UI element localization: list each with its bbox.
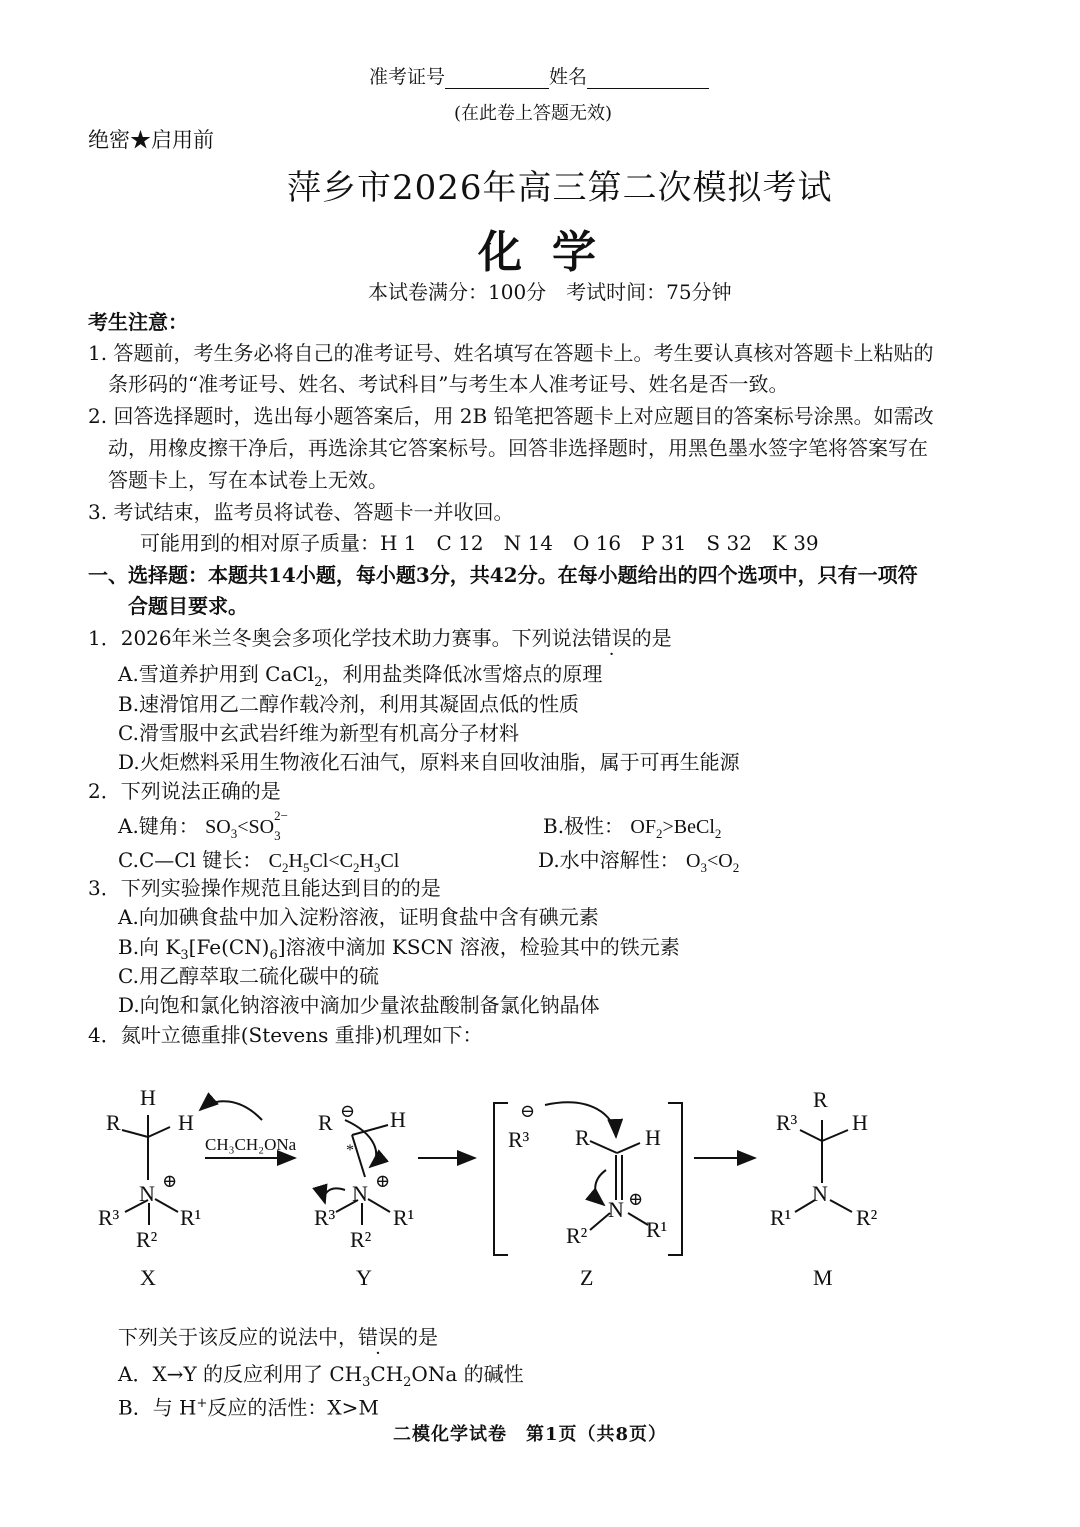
y-r1: R¹: [393, 1205, 415, 1230]
q2-a-label: A.键角：: [118, 814, 199, 838]
z-plus: ⊕: [628, 1189, 644, 1209]
m-r: R: [813, 1087, 828, 1112]
z-r2: R²: [566, 1223, 588, 1248]
x-plus: ⊕: [162, 1171, 178, 1191]
q4-a-mid: CH: [370, 1362, 404, 1386]
y-star: *: [346, 1142, 354, 1159]
m-n: N: [812, 1181, 828, 1206]
q3-b-rest: ]溶液中滴加 KSCN 溶液，检验其中的铁元素: [277, 935, 680, 959]
stevens-rearrangement-scheme: [0, 1075, 1080, 1295]
page-footer: 二模化学试卷 第1页（共8页）: [393, 1424, 668, 1445]
q3-stem: 3．下列实验操作规范且能达到目的的是: [88, 876, 441, 900]
x-n: N: [139, 1181, 155, 1206]
q1-stem: [88, 624, 672, 653]
section-heading-2: 合题目要求。: [128, 594, 248, 618]
instruction-2c: 答题卡上，写在本试卷上无效。: [108, 468, 388, 492]
secret-mark: 绝密★启用前: [88, 128, 214, 152]
x-r3: R³: [98, 1205, 120, 1230]
q2-option-d: [538, 846, 739, 882]
instruction-2b: 动，用橡皮擦干净后，再选涂其它答案标号。回答非选择题时，用黑色墨水签字笔将答案写在: [108, 436, 928, 460]
ticket-label: 准考证号: [369, 66, 446, 88]
q4-b-sup: +: [196, 1396, 208, 1411]
z-h: H: [645, 1125, 661, 1150]
q1-option-c: C.滑雪服中玄武岩纤维为新型有机高分子材料: [118, 721, 519, 745]
m-r2: R²: [856, 1205, 878, 1230]
label-y: Y: [356, 1265, 372, 1290]
q1-stem-text: 1．2026年米兰冬奥会多项化学技术助力赛事。下列说法: [88, 626, 592, 650]
y-r2: R²: [350, 1227, 372, 1252]
q4-question: [118, 1323, 438, 1352]
instruction-3: 3. 考试结束，监考员将试卷、答题卡一并收回。: [88, 500, 514, 524]
z-minus: ⊖: [520, 1101, 536, 1121]
q4-option-b: [118, 1389, 379, 1423]
label-m: M: [813, 1265, 833, 1290]
q1-option-b: B.速滑馆用乙二醇作载冷剂，利用其凝固点低的性质: [118, 692, 580, 716]
answer-invalid-notice: (在此卷上答题无效): [454, 103, 613, 124]
q1-a-sub: 2: [314, 675, 323, 690]
q4-a-text: A．X→Y 的反应利用了 CH: [118, 1362, 363, 1386]
z-r: R: [575, 1125, 590, 1150]
instruction-1b: 条形码的“准考证号、姓名、考试科目”与考生本人准考证号、姓名是否一致。: [108, 372, 789, 396]
q3-b-sub3: 3: [180, 948, 189, 963]
y-h: H: [390, 1107, 406, 1132]
subject-title: 化学: [478, 227, 626, 278]
z-r3: R³: [508, 1127, 530, 1152]
label-z: Z: [580, 1265, 594, 1290]
q4-a-rest: ONa 的碱性: [411, 1362, 524, 1386]
q3-b-sub6: 6: [269, 948, 278, 963]
q1-stem-emphasis: 错误: [591, 626, 632, 650]
label-x: X: [140, 1265, 156, 1290]
x-r: R: [106, 1110, 121, 1135]
x-h-right: H: [178, 1110, 194, 1135]
q4-question-emphasis: 错误: [358, 1325, 398, 1349]
reagent: CH₃CH₂ONa: [205, 1135, 297, 1154]
q4-a-sub2: 2: [403, 1375, 412, 1390]
exam-meta: 本试卷满分：100分 考试时间：75分钟: [368, 280, 732, 304]
m-r3: R³: [776, 1110, 798, 1135]
x-r2: R²: [136, 1227, 158, 1252]
q2-stem: 2．下列说法正确的是: [88, 779, 281, 803]
q3-option-a: A.向加碘食盐中加入淀粉溶液，证明食盐中含有碘元素: [118, 905, 599, 929]
q2-b-label: B.极性：: [543, 814, 625, 838]
q2-option-b: [543, 812, 721, 848]
name-label: 姓名: [549, 66, 588, 88]
x-r1: R¹: [180, 1205, 202, 1230]
q1-a-text: A.雪道养护用到 CaCl: [118, 662, 315, 686]
y-plus: ⊕: [375, 1171, 391, 1191]
q1-a-rest: ，利用盐类降低冰雪熔点的原理: [322, 662, 603, 686]
y-minus: ⊖: [340, 1101, 356, 1121]
instruction-1a: 1. 答题前，考生务必将自己的准考证号、姓名填写在答题卡上。考生要认真核对答题卡上粘贴的: [88, 341, 934, 365]
name-blank: [587, 70, 709, 89]
ticket-blank: [445, 70, 549, 89]
section-heading-1: 一、选择题：本题共14小题，每小题3分，共42分。在每小题给出的四个选项中，只有一项符: [88, 563, 918, 587]
q4-b-rest: 反应的活性：X>M: [207, 1395, 379, 1420]
z-n: N: [608, 1197, 624, 1222]
q4-b-text: B．与 H: [118, 1395, 197, 1420]
m-h: H: [852, 1110, 868, 1135]
exam-id-line: [369, 62, 709, 89]
atomic-masses: 可能用到的相对原子质量：H 1 C 12 N 14 O 16 P 31 S 32 K 39: [140, 531, 819, 555]
q1-option-d: D.火炬燃料采用生物液化石油气，原料来自回收油脂，属于可再生能源: [118, 750, 740, 774]
q4-question-text: 下列关于该反应的说法中，: [118, 1325, 358, 1349]
q2-c-formula: $C_2H_5Cl<C_2H_3Cl$: [268, 850, 400, 875]
z-r1: R¹: [646, 1217, 668, 1242]
q3-option-c: C.用乙醇萃取二硫化碳中的硫: [118, 964, 379, 988]
instructions-heading: 考生注意：: [88, 310, 188, 334]
instruction-2a: 2. 回答选择题时，选出每小题答案后，用 2B 铅笔把答题卡上对应题目的答案标号涂黑。如需改: [88, 404, 934, 428]
q1-stem-end: 的是: [631, 626, 672, 650]
m-r1: R¹: [770, 1205, 792, 1230]
q3-b-mid: [Fe(CN): [188, 935, 270, 959]
q2-d-label: D.水中溶解性：: [538, 848, 680, 872]
q3-b-text: B.向 K: [118, 935, 181, 959]
q2-d-formula: $O_3<O_2$: [686, 850, 740, 875]
exam-title: 萍乡市2026年高三第二次模拟考试: [287, 168, 833, 208]
q4-question-end: 的是: [398, 1325, 438, 1349]
q4-a-sub3: 3: [362, 1375, 371, 1390]
q2-b-formula: $OF_2>BeCl_2$: [630, 816, 722, 841]
q2-a-formula: $SO_3<SO$ 2− 3: [205, 808, 288, 843]
q3-option-d: D.向饱和氯化钠溶液中滴加少量浓盐酸制备氯化钠晶体: [118, 993, 600, 1017]
q4-stem: 4．氮叶立德重排(Stevens 重排)机理如下：: [88, 1023, 483, 1047]
y-r: R: [318, 1110, 333, 1135]
q2-c-label: C.C—Cl 键长：: [118, 848, 263, 872]
x-h-top: H: [140, 1085, 156, 1110]
y-r3: R³: [314, 1205, 336, 1230]
q2-option-a: [118, 808, 296, 848]
y-n: N: [352, 1181, 368, 1206]
